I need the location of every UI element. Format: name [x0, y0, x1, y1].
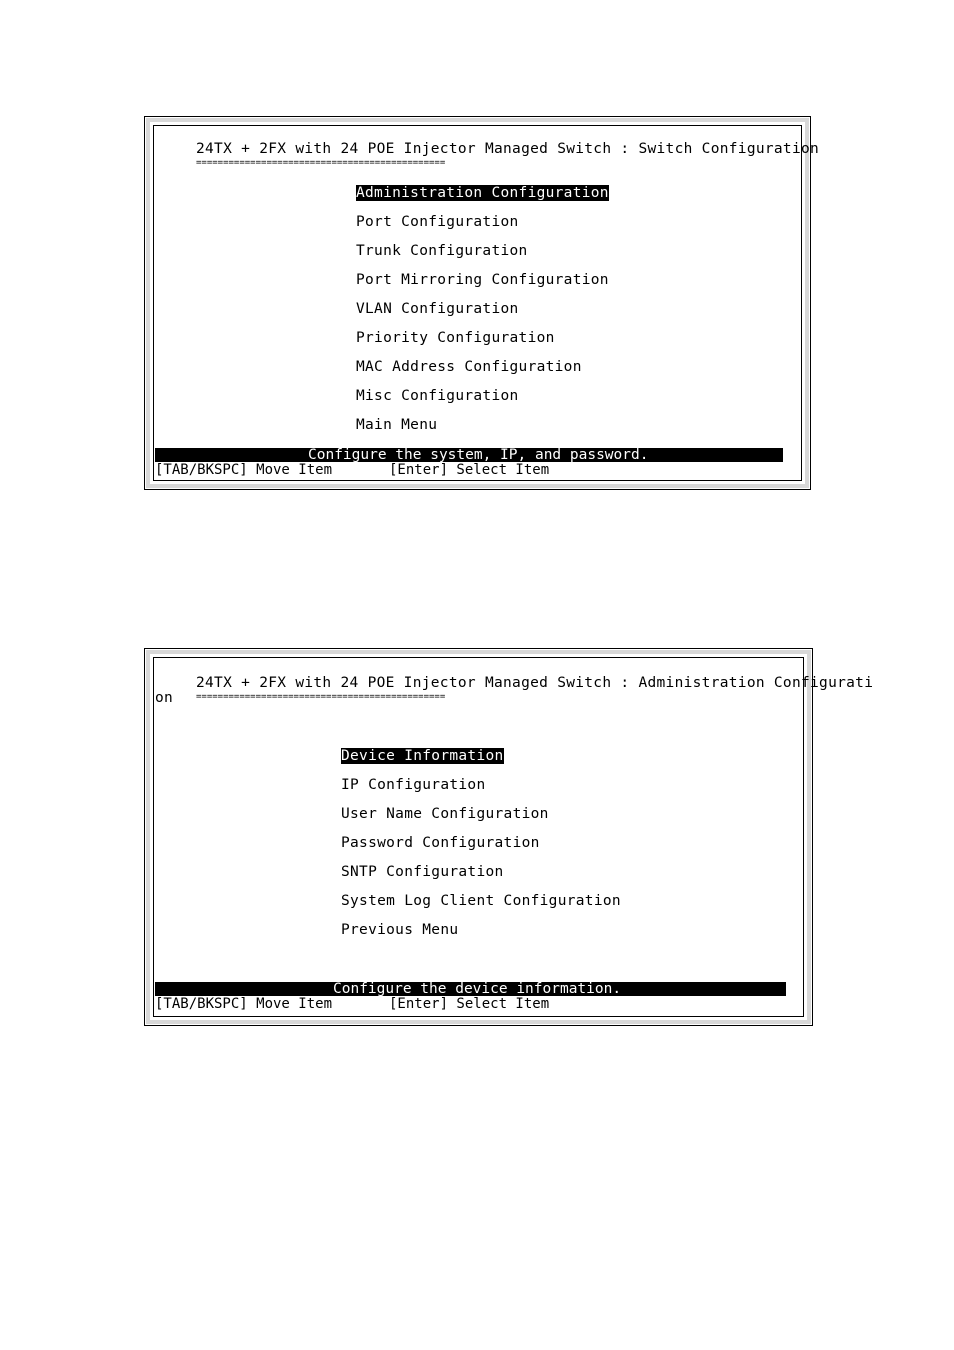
menu-item-user-name-configuration[interactable]: User Name Configuration — [341, 806, 549, 822]
menu-item-device-information[interactable]: Device Information — [341, 748, 504, 764]
administration-configuration-terminal — [144, 648, 874, 1026]
help-move-item: [TAB/BKSPC] Move Item — [155, 996, 333, 1012]
menu-item-previous-menu[interactable]: Previous Menu — [341, 922, 459, 938]
switch-configuration-terminal — [144, 116, 820, 490]
status-bar — [155, 982, 786, 996]
menu-item-port-configuration[interactable]: Port Configuration — [356, 214, 519, 230]
menu-item-vlan-configuration[interactable]: VLAN Configuration — [356, 301, 519, 317]
menu-item-sntp-configuration[interactable]: SNTP Configuration — [341, 864, 504, 880]
terminal-screen — [153, 125, 820, 481]
help-select-item: [Enter] Select Item — [389, 462, 550, 478]
page-title-wrap: on — [155, 690, 174, 706]
menu-item-password-configuration[interactable]: Password Configuration — [341, 835, 540, 851]
menu-item-system-log-client-configuration[interactable]: System Log Client Configuration — [341, 893, 621, 909]
help-move-item: [TAB/BKSPC] Move Item — [155, 462, 333, 478]
menu-item-administration-configuration[interactable]: Administration Configuration — [356, 185, 609, 201]
menu-item-main-menu[interactable]: Main Menu — [356, 417, 438, 433]
page-title: 24TX + 2FX with 24 POE Injector Managed Switch : Administration Configurati — [196, 675, 874, 691]
menu-item-mac-address-configuration[interactable]: MAC Address Configuration — [356, 359, 582, 375]
status-message: Configure the system, IP, and password._ — [308, 447, 658, 463]
title-underline: ============================================== — [196, 158, 446, 168]
title-underline: ============================================== — [196, 692, 446, 702]
status-bar — [155, 448, 783, 462]
menu-item-trunk-configuration[interactable]: Trunk Configuration — [356, 243, 528, 259]
terminal-screen — [153, 657, 874, 1017]
status-message: Configure the device information. — [333, 981, 622, 997]
menu-item-priority-configuration[interactable]: Priority Configuration — [356, 330, 555, 346]
menu-item-port-mirroring-configuration[interactable]: Port Mirroring Configuration — [356, 272, 609, 288]
key-help-bar — [155, 997, 795, 1011]
help-select-item: [Enter] Select Item — [389, 996, 550, 1012]
page-title: 24TX + 2FX with 24 POE Injector Managed Switch : Switch Configuration — [196, 141, 820, 157]
key-help-bar — [155, 463, 795, 477]
menu-item-ip-configuration[interactable]: IP Configuration — [341, 777, 486, 793]
menu-item-misc-configuration[interactable]: Misc Configuration — [356, 388, 519, 404]
